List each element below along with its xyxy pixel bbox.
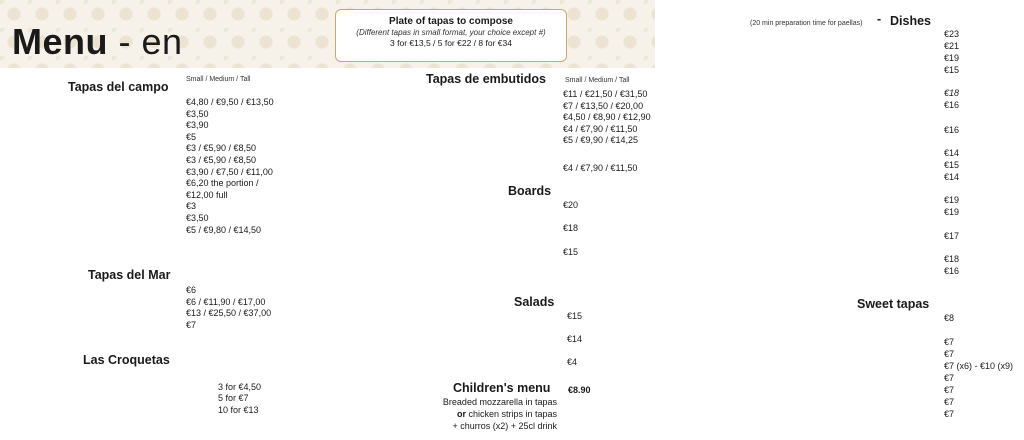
campo-item-price: €5 / €9,80 / €14,50 — [186, 224, 262, 235]
paella-time-note: (20 min preparation time for paellas) — [750, 20, 863, 27]
children-line-2: or chicken strips in tapas — [456, 409, 557, 419]
plate-box-prices: 3 for €13,5 / 5 for €22 / 8 for €34 — [390, 38, 512, 49]
mar-item-price: €6 — [186, 285, 197, 295]
size-header-col2: Small / Medium / Tall — [565, 77, 630, 84]
page-title: Menu - en — [12, 21, 183, 62]
section-title-boards: Boards — [508, 184, 552, 198]
sweet-item-price: €7 — [944, 385, 955, 395]
dishes-item-price: €16 — [944, 100, 960, 110]
section-title-campo: Tapas del campo — [68, 80, 169, 94]
sweet-item-price: €7 — [944, 409, 955, 419]
dishes-item-price: €21 — [944, 41, 960, 51]
dishes-item-price: €18 — [944, 88, 960, 98]
campo-item-price: €6,20 the portion / — [186, 178, 259, 189]
section-title-children: Children's menu — [453, 381, 551, 395]
dishes-item-price: €19 — [944, 207, 960, 217]
campo-item-price: €3,50 — [186, 213, 209, 223]
boards-item-price: €20 — [563, 200, 579, 210]
campo-item-price: €3 — [186, 201, 197, 212]
section-title-embutidos: Tapas de embutidos — [426, 72, 546, 86]
sweet-item-price: €8 — [944, 313, 955, 323]
boards-item-price: €15 — [563, 247, 579, 257]
campo-item-price: €3,90 — [186, 120, 209, 131]
salads-item-price: €4 — [567, 357, 578, 367]
croquetas-item-price: 10 for €13 — [218, 404, 259, 415]
embutidos-item-price: €4 / €7,90 / €11,50 — [563, 123, 638, 134]
section-title-croquetas: Las Croquetas — [83, 353, 170, 367]
dishes-item-price: €23 — [944, 29, 960, 39]
section-title-dishes: Dishes — [890, 14, 931, 28]
embutidos-item-price: €4 / €7,90 / €11,50 — [563, 162, 638, 173]
sweet-item-price: €7 — [944, 349, 955, 359]
campo-item-price: €3 / €5,90 / €8,50 — [186, 143, 257, 154]
plate-box-title: Plate of tapas to compose — [389, 16, 513, 27]
campo-item-price: €3,50 — [186, 108, 209, 119]
embutidos-item-price: €11 / €21,50 / €31,50 — [563, 89, 648, 99]
campo-item-price: €3 / €5,90 / €8,50 — [186, 155, 257, 165]
children-line-3: + churros (x2) + 25cl drink — [452, 421, 557, 431]
dishes-item-price: €14 — [944, 172, 960, 182]
embutidos-item-price: €4,50 / €8,90 / €12,90 — [563, 112, 651, 123]
salads-item-price: €14 — [567, 334, 583, 344]
dishes-item-price: €16 — [944, 266, 960, 276]
plate-box-subtitle: (Different tapas in small format, your choice except #) — [356, 28, 546, 38]
embutidos-item-price: €7 / €13,50 / €20,00 — [563, 100, 644, 111]
plate-of-tapas-box — [335, 9, 567, 62]
dishes-item-price: €15 — [944, 160, 960, 170]
croquetas-item-price: 3 for €4,50 — [218, 381, 262, 392]
salads-item-price: €15 — [567, 311, 583, 321]
section-title-mar: Tapas del Mar — [88, 268, 171, 282]
mar-item-price: €7 — [186, 319, 197, 330]
campo-item-price: €12,00 full — [186, 189, 228, 200]
dishes-item-price: €19 — [944, 53, 960, 63]
croquetas-item-price: 5 for €7 — [218, 393, 249, 404]
children-menu-price: €8.90 — [568, 385, 591, 395]
size-header-col1: Small / Medium / Tall — [186, 76, 251, 83]
boards-item-price: €18 — [563, 223, 579, 233]
campo-item-price: €4,80 / €9,50 / €13,50 — [186, 97, 274, 107]
dishes-item-price: €17 — [944, 231, 960, 241]
campo-item-price: €5 — [186, 131, 197, 142]
section-title-salads: Salads — [514, 295, 555, 309]
mar-item-price: €6 / €11,90 / €17,00 — [186, 296, 266, 307]
mar-item-price: €13 / €25,50 / €37,00 — [186, 308, 272, 319]
children-line-1: Breaded mozzarella in tapas — [442, 397, 557, 407]
embutidos-item-price: €5 / €9,90 / €14,25 — [563, 135, 639, 146]
sweet-item-price: €7 — [944, 373, 955, 383]
dishes-item-price: €18 — [944, 254, 960, 264]
dishes-item-price: €15 — [944, 65, 960, 75]
sweet-item-price: €7 — [944, 337, 955, 347]
dishes-item-price: €14 — [944, 148, 960, 158]
sweet-item-price: €7 (x6) - €10 (x9) — [944, 361, 1014, 371]
dishes-item-price: €19 — [944, 195, 960, 205]
campo-item-price: €3,90 / €7,50 / €11,00 — [186, 166, 273, 177]
section-title-sweet: Sweet tapas — [857, 297, 930, 311]
sweet-item-price: €7 — [944, 397, 955, 407]
dishes-item-price: €16 — [944, 125, 960, 135]
dishes-dash: - — [877, 12, 882, 26]
